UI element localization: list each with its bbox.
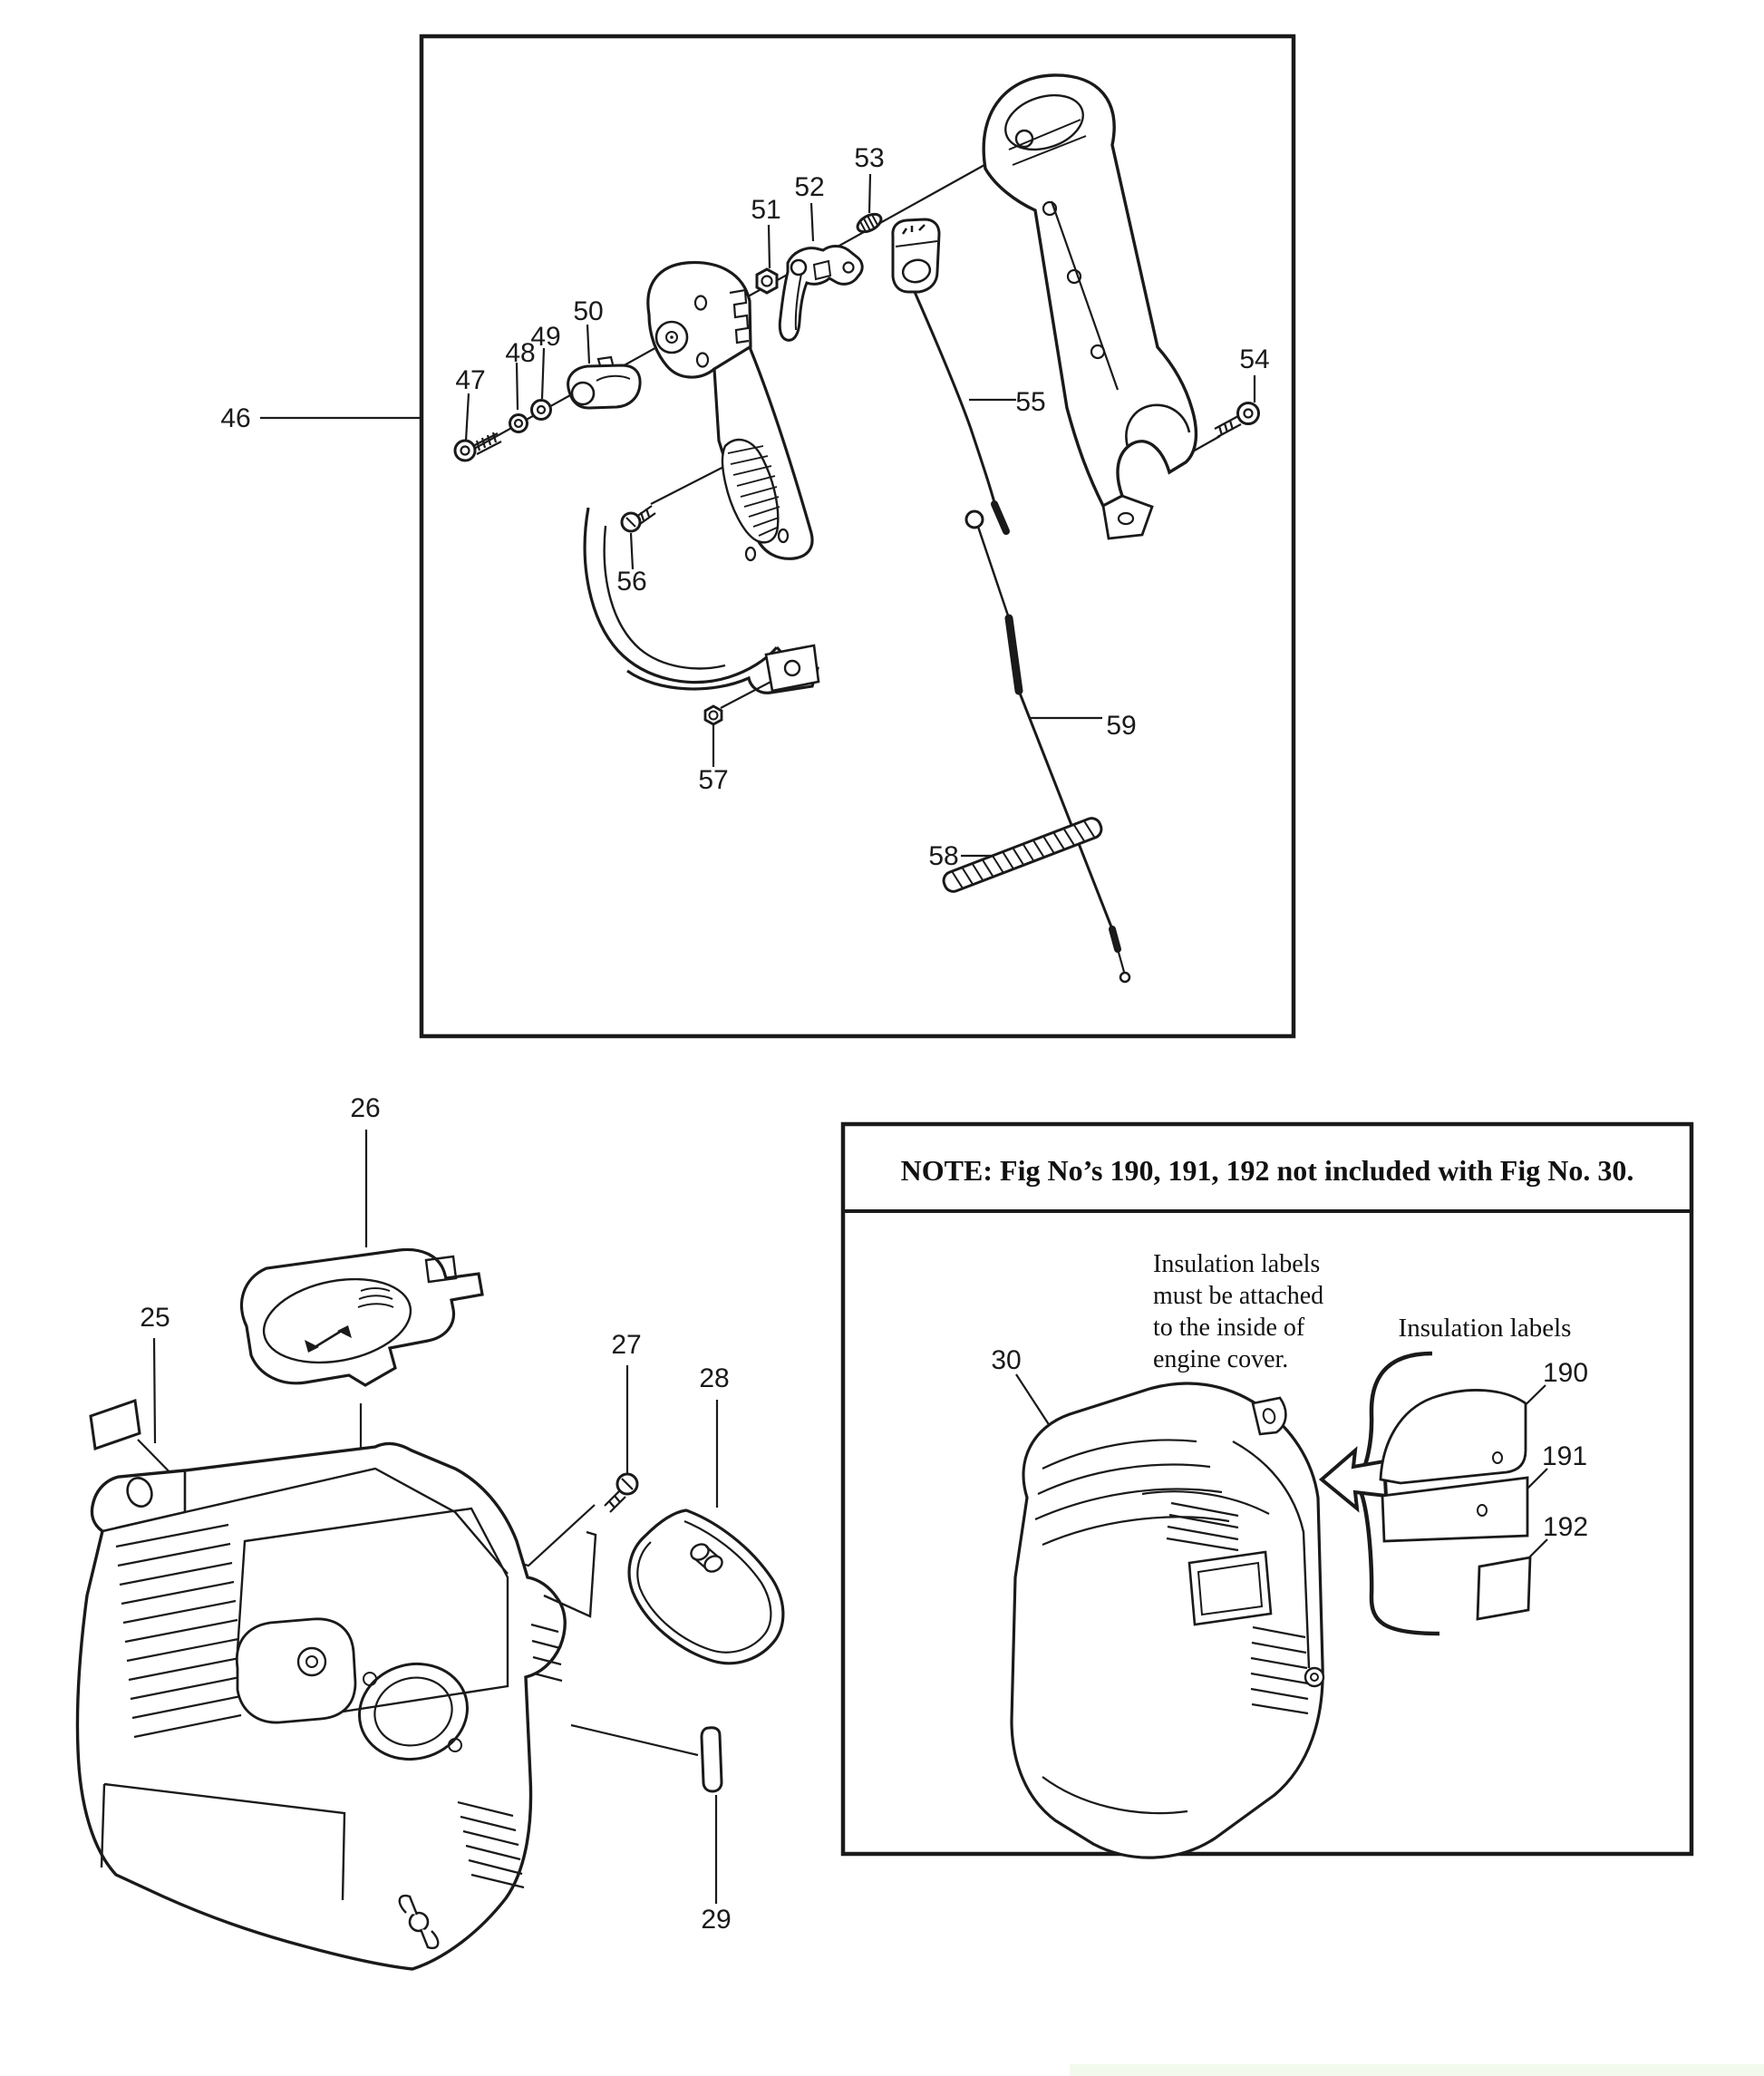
handle-assembly-box	[260, 36, 1294, 1036]
part-label-28: 28	[699, 1363, 730, 1393]
part-label-46: 46	[220, 403, 251, 433]
part-label-58: 58	[928, 841, 959, 871]
part-label-26: 26	[350, 1093, 381, 1123]
part-26-slide-cover	[242, 1249, 482, 1385]
part-54-screw	[1215, 403, 1259, 438]
note-box	[843, 1124, 1691, 1858]
part-52-trigger	[780, 247, 862, 341]
part-51-nut	[757, 269, 777, 293]
part-label-49: 49	[530, 322, 561, 352]
part-label-191: 191	[1541, 1441, 1588, 1471]
part-56-screw	[622, 506, 655, 531]
part-label-48: 48	[505, 338, 536, 368]
part-label-25: 25	[140, 1303, 170, 1333]
part-25-label	[91, 1401, 140, 1449]
annotation-line-2: must be attached	[1153, 1282, 1324, 1310]
handle-assembly-border	[422, 36, 1294, 1036]
part-label-192: 192	[1542, 1512, 1589, 1542]
part-label-56: 56	[616, 567, 647, 597]
part-label-54: 54	[1239, 344, 1270, 374]
engine-cover-assembly	[77, 1130, 782, 1969]
part-27-screw	[605, 1474, 637, 1512]
engine-cover-drawing	[77, 1444, 565, 1969]
part-55-switch	[893, 219, 1006, 531]
handle-right-half	[984, 75, 1196, 538]
part-label-53: 53	[854, 143, 885, 173]
part-49-flat-washer	[532, 401, 551, 420]
part-48-spring-washer	[510, 415, 528, 432]
part-label-59: 59	[1106, 711, 1137, 741]
part-label-47: 47	[455, 365, 486, 395]
annotation-line-4: engine cover.	[1153, 1345, 1289, 1373]
part-50-lockoff-lever	[568, 357, 640, 408]
part-label-50: 50	[573, 296, 604, 326]
insulation-labels-caption: Insulation labels	[1398, 1314, 1572, 1343]
part-53-spring	[855, 210, 884, 235]
part-label-55: 55	[1015, 387, 1046, 417]
part-label-29: 29	[701, 1905, 732, 1935]
insulation-label-191	[1382, 1478, 1527, 1541]
part-29-grommet	[702, 1728, 722, 1791]
insulation-label-192	[1478, 1557, 1530, 1619]
note-title: NOTE: Fig No’s 190, 191, 192 not included with Fig No. 30.	[900, 1154, 1634, 1187]
compression-artifact-strip	[1070, 2064, 1764, 2076]
part-label-51: 51	[751, 195, 781, 225]
annotation-line-1: Insulation labels	[1153, 1250, 1321, 1278]
part-label-190: 190	[1542, 1358, 1589, 1388]
part-label-27: 27	[611, 1330, 642, 1360]
part-30-engine-cover	[1012, 1383, 1323, 1858]
drawing-layer	[77, 36, 1691, 1969]
part-47-screw	[455, 432, 501, 461]
part-28-air-cleaner	[629, 1510, 783, 1664]
part-59-throttle-cable	[966, 511, 1129, 982]
part-label-57: 57	[698, 765, 729, 795]
part-57-nut	[705, 706, 722, 724]
part-label-52: 52	[794, 172, 825, 202]
annotation-line-3: to the inside of	[1153, 1314, 1305, 1342]
insulation-label-190	[1381, 1390, 1526, 1483]
part-label-30: 30	[991, 1345, 1022, 1375]
